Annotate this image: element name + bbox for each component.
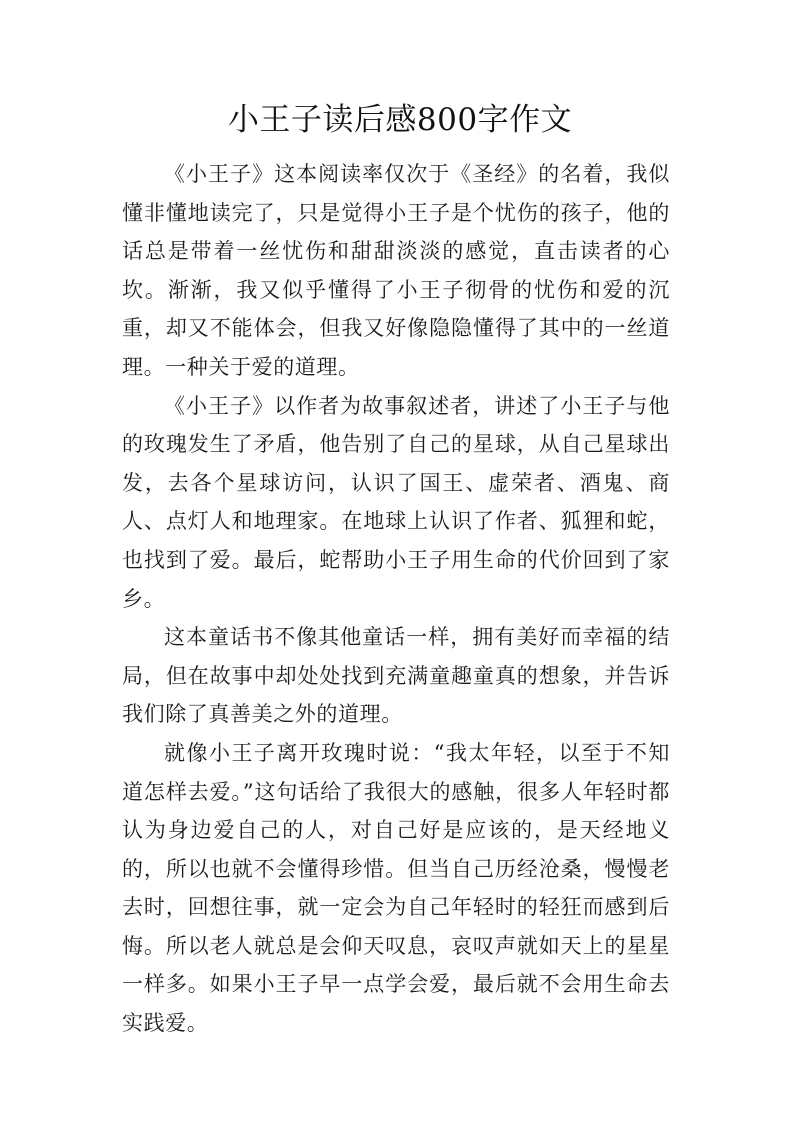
paragraph-1: 《小王子》这本阅读率仅次于《圣经》的名着，我似懂非懂地读完了，只是觉得小王子是个忧伤的孩子，他的话总是带着一丝忧伤和甜甜淡淡的感觉，直击读者的心坎。渐渐，我又似乎懂得了小王子彻骨的忧伤和爱的沉重，却又不能体会，但我又好像隐隐懂得了其中的一丝道理。一种关于爱的道理。 xyxy=(122,162,670,379)
document-body xyxy=(122,155,670,1043)
paragraph-4: 就像小王子离开玫瑰时说：“我太年轻，以至于不知道怎样去爱。”这句话给了我很大的感触，很多人年轻时都认为身边爱自己的人，对自己好是应该的，是天经地义的，所以也就不会懂得珍惜。但当自己历经沧桑，慢慢老去时，回想往事，就一定会为自己年轻时的轻狂而感到后悔。所以老人就总是会仰天叹息，哀叹声就如天上的星星一样多。如果小王子早一点学会爱，最后就不会用生命去实践爱。 xyxy=(122,740,670,1036)
paragraph-3: 这本童话书不像其他童话一样，拥有美好而幸福的结局，但在故事中却处处找到充满童趣童真的想象，并告诉我们除了真善美之外的道理。 xyxy=(122,625,670,727)
paragraph-2: 《小王子》以作者为故事叙述者，讲述了小王子与他的玫瑰发生了矛盾，他告别了自己的星球，从自己星球出发，去各个星球访问，认识了国王、虚荣者、酒鬼、商人、点灯人和地理家。在地球上认识了作者、狐狸和蛇，也找到了爱。最后，蛇帮助小王子用生命的代价回到了家乡。 xyxy=(122,393,670,611)
page-title: 小王子读后感800字作文 xyxy=(227,102,573,138)
